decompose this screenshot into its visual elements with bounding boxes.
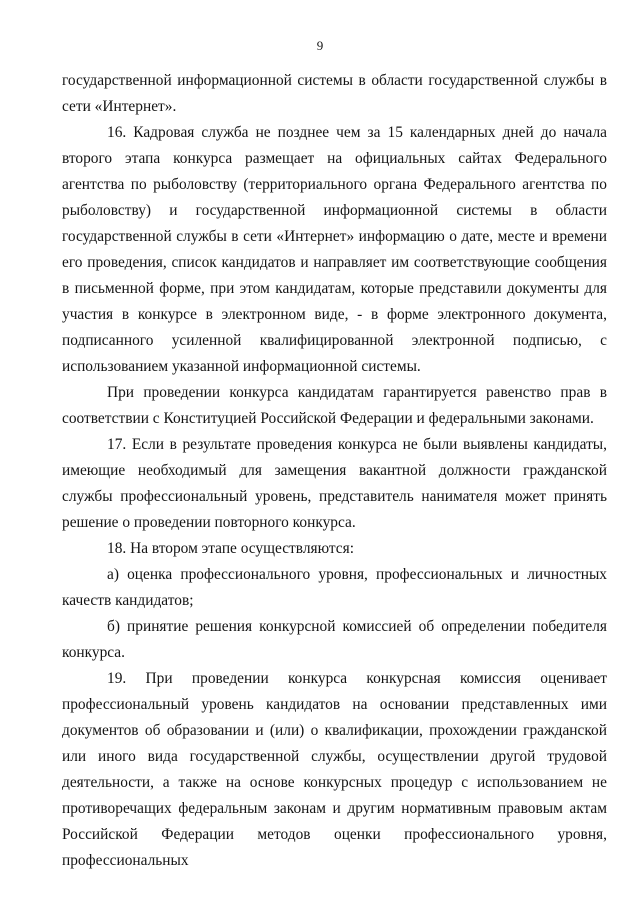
paragraph-16-equality: При проведении конкурса кандидатам гарантируется равенство прав в соответствии с Конституцией Российской Федерации и федеральными законами. [62, 384, 607, 427]
paragraph-19: 19. При проведении конкурса конкурсная комиссия оценивает профессиональный уровень кандидатов на основании представленных ими документов об образовании и (или) о квалификации, прохождении гражданской или иного вида государственной службы, осуществлении другой трудовой деятельности, а также на основе конкурсных процедур с использованием не противоречащих федеральным законам и другим нормативным правовым актам Российской Федерации методов оценки профессионального уровня, профессиональных [62, 670, 607, 869]
paragraph-18-item-b: б) принятие решения конкурсной комиссией об определении победителя конкурса. [62, 618, 607, 661]
page-number: 9 [316, 38, 324, 53]
document-body [62, 68, 607, 874]
paragraph-continuation: государственной информационной системы в области государственной службы в сети «Интернет». [62, 72, 607, 115]
paragraph-16: 16. Кадровая служба не позднее чем за 15 календарных дней до начала второго этапа конкурса размещает на официальных сайтах Федерального агентства по рыболовству (территориального органа Федерального агентства по рыболовству) и государственной информационной системы в области государственной службы в сети «Интернет» информацию о дате, месте и времени его проведения, список кандидатов и направляет им соответствующие сообщения в письменной форме, при этом кандидатам, которые представили документы для участия в конкурсе в электронном виде, - в форме электронного документа, подписанного усиленной квалифицированной электронной подписью, с использованием указанной информационной системы. [62, 124, 607, 375]
paragraph-18-item-a: а) оценка профессионального уровня, профессиональных и личностных качеств кандидатов; [62, 566, 607, 609]
paragraph-18: 18. На втором этапе осуществляются: [107, 540, 354, 557]
paragraph-17: 17. Если в результате проведения конкурса не были выявлены кандидаты, имеющие необходимый для замещения вакантной должности гражданской службы профессиональный уровень, представитель нанимателя может принять решение о проведении повторного конкурса. [62, 436, 607, 531]
